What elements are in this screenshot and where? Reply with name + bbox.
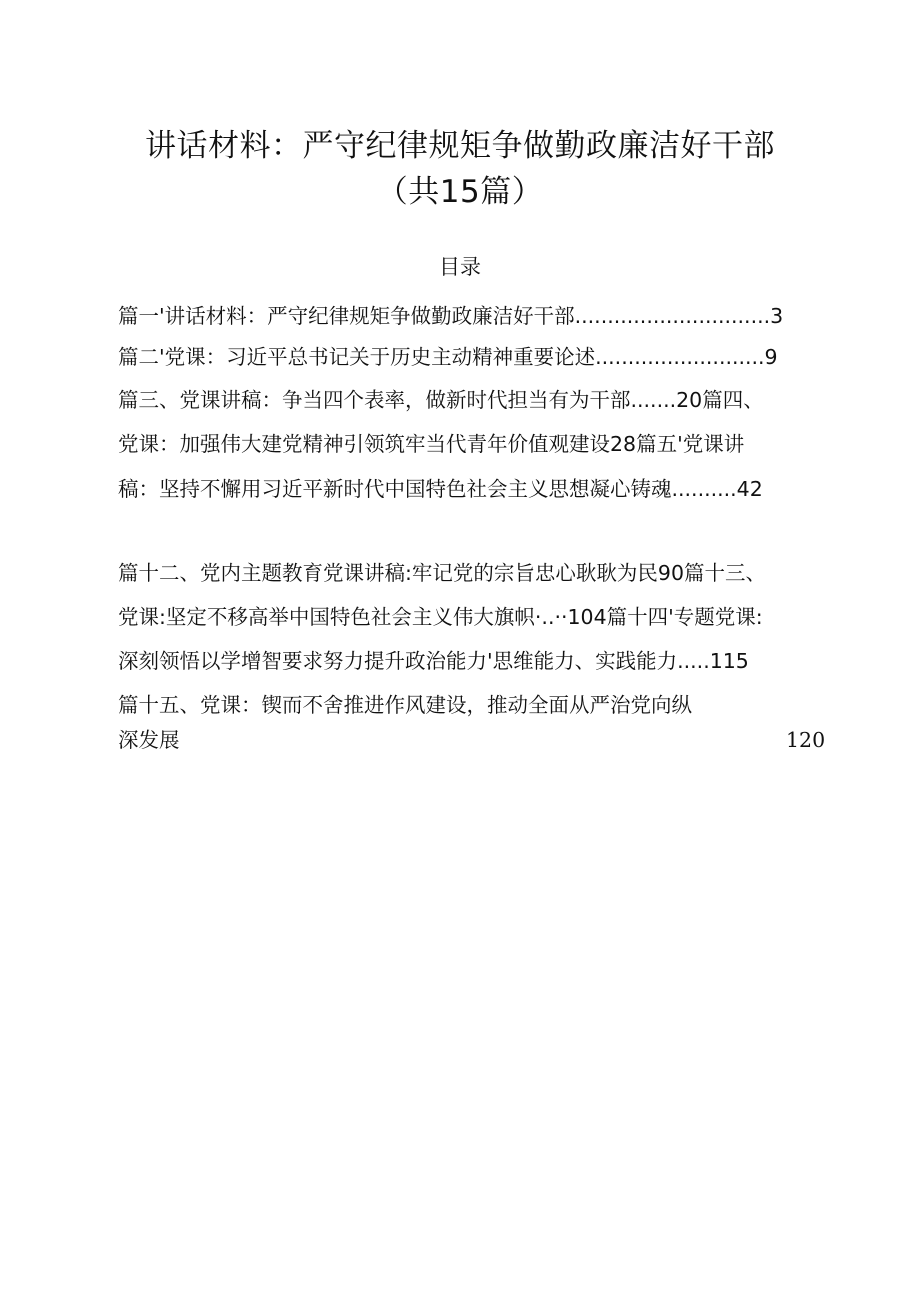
document-subtitle-count: （共15篇） [376,174,544,210]
toc-entry-1[interactable]: 篇一'讲话材料：严守纪律规矩争做勤政廉洁好干部..............................3 [118,304,784,328]
document-title: 讲话材料：严守纪律规矩争做勤政廉洁好干部 [145,128,775,164]
toc-entry-3[interactable]: 篇三、党课讲稿：争当四个表率，做新时代担当有为干部.......20篇四、 [118,388,764,412]
toc-entry-15[interactable]: 篇十五、党课：锲而不舍推进作风建设，推动全面从严治党向纵 [118,693,692,717]
toc-entry-13[interactable]: 党课:坚定不移高举中国特色社会主义伟大旗帜·..··104篇十四'专题党课: [118,605,763,629]
toc-entry-2[interactable]: 篇二'党课：习近平总书记关于历史主动精神重要论述..........................9 [118,345,778,369]
toc-entry-15-continuation[interactable]: 深发展 [118,728,180,752]
toc-page-number: 120 [786,728,826,752]
toc-entry-14[interactable]: 深刻领悟以学增智要求努力提升政治能力'思维能力、实践能力.....115 [118,649,749,673]
toc-heading: 目录 [439,255,481,279]
toc-entry-12[interactable]: 篇十二、党内主题教育党课讲稿:牢记党的宗旨忠心耿耿为民90篇十三、 [118,561,766,585]
toc-entry-4[interactable]: 党课：加强伟大建党精神引领筑牢当代青年价值观建设28篇五'党课讲 [118,432,745,456]
toc-entry-5[interactable]: 稿：坚持不懈用习近平新时代中国特色社会主义思想凝心铸魂..........42 [118,477,763,501]
